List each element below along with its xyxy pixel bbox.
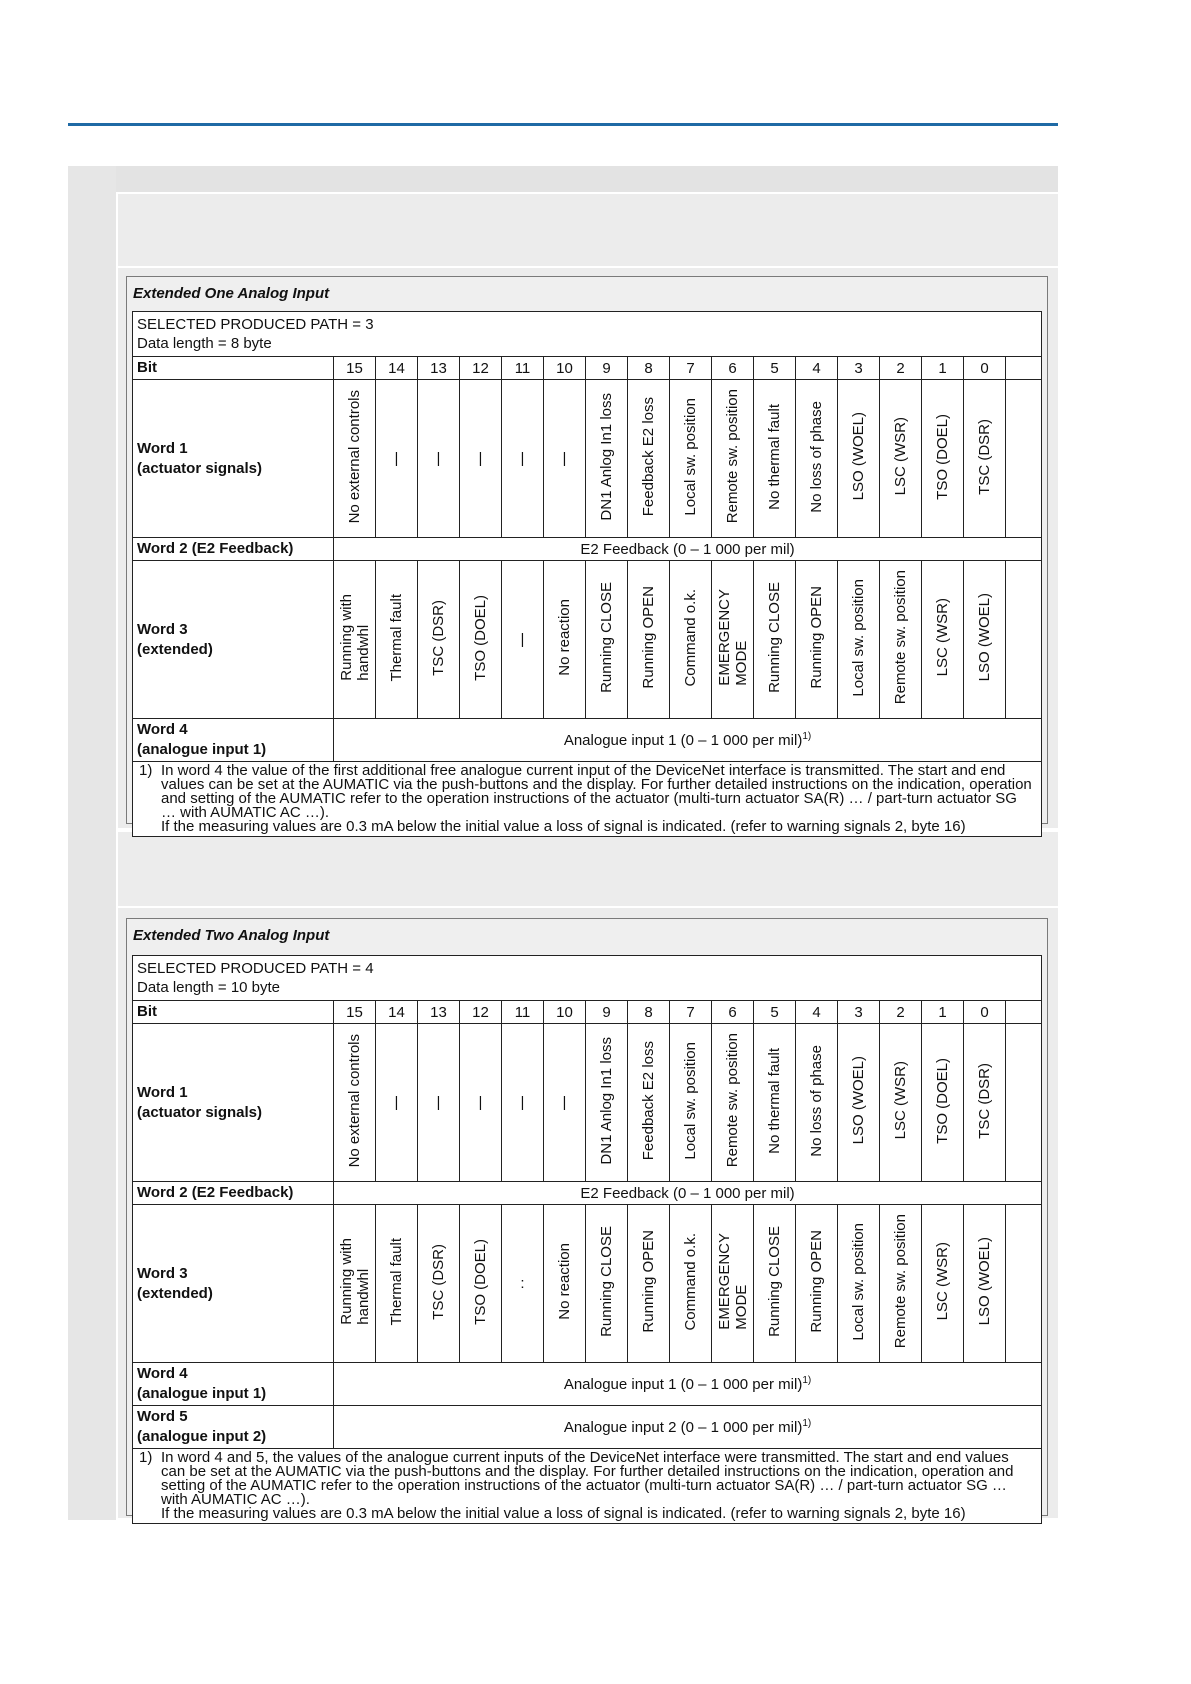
word1-bit-15: No external controls: [334, 1024, 376, 1182]
word3-bit-12: TSO (DOEL): [460, 561, 502, 719]
table1-word4-value: Analogue input 1 (0 – 1 000 per mil): [563, 732, 803, 749]
table2-word5-label: Word 5 (analogue input 2): [133, 1406, 334, 1449]
word3-bit-7: Command o.k.: [670, 1205, 712, 1363]
word1-bit-11: |: [502, 380, 544, 538]
word3-bit-13: TSC (DSR): [418, 561, 460, 719]
bit-number: 0: [964, 1001, 1006, 1024]
table1-note-text: In word 4 the value of the first additional free analogue current input of the DeviceNet interface is transmitted. The start and end values can be set at the AUMATIC via the push-buttons and the display. For further detailed instructions on the indication, operation and setting of the AUMATIC refer to the operation instructions of the actuator (multi-turn actuator SA(R) … / part-turn actuator SG … with AUMATIC AC …).: [161, 762, 1032, 821]
table2-sel-path: SELECTED PRODUCED PATH = 4: [137, 960, 374, 977]
word3-bit-2: Remote sw. position: [880, 1205, 922, 1363]
table2-title: Extended Two Analog Input: [133, 927, 330, 944]
table1-note-key: 1): [139, 762, 153, 779]
table2-word4-value: Analogue input 1 (0 – 1 000 per mil): [563, 1376, 803, 1393]
spare-cell: [1006, 1024, 1042, 1182]
bit-number: 14: [376, 1001, 418, 1024]
word3-bit-12: TSO (DOEL): [460, 1205, 502, 1363]
word1-bit-6: Remote sw. position: [712, 1024, 754, 1182]
table2-selected-path: [133, 956, 1042, 1001]
word3-bit-7: Command o.k.: [670, 561, 712, 719]
table2-word4-cell: [334, 1363, 1042, 1406]
bit-number: 3: [838, 1001, 880, 1024]
word1-bit-8: Feedback E2 loss: [628, 1024, 670, 1182]
word3-bit-8: Running OPEN: [628, 1205, 670, 1363]
bit-number: 5: [754, 1001, 796, 1024]
word1-bit-13: |: [418, 380, 460, 538]
bit-number: 0: [964, 357, 1006, 380]
word3-bit-8: Running OPEN: [628, 561, 670, 719]
table1-word2-value: E2 Feedback (0 – 1 000 per mil): [334, 538, 1042, 561]
table1-sel-path: SELECTED PRODUCED PATH = 3: [137, 316, 374, 333]
word1-bit-1: TSO (DOEL): [922, 380, 964, 538]
bit-number: 13: [418, 1001, 460, 1024]
word3-bit-6: EMERGENCY MODE: [712, 1205, 754, 1363]
word1-bit-0: TSC (DSR): [964, 380, 1006, 538]
bit-number: 8: [628, 357, 670, 380]
word1-bit-10: |: [544, 380, 586, 538]
section-row-2: [118, 832, 1058, 906]
table2-note-text2: If the measuring values are 0.3 mA below the initial value a loss of signal is indicated. (refer to warning signals 2, byte 16): [161, 1505, 966, 1522]
table2-word4-label: Word 4 (analogue input 1): [133, 1363, 334, 1406]
word3-bit-5: Running CLOSE: [754, 1205, 796, 1363]
spare-cell: [1006, 380, 1042, 538]
bit-number: 11: [502, 1001, 544, 1024]
word3-bit-14: Thermal fault: [376, 1205, 418, 1363]
word3-bit-11: :: [502, 1205, 544, 1363]
bit-number: 3: [838, 357, 880, 380]
bit-number: 4: [796, 357, 838, 380]
table-header-band: [68, 166, 1058, 192]
word1-bit-14: |: [376, 380, 418, 538]
header-rule: [68, 123, 1058, 126]
table2-note-text: In word 4 and 5, the values of the analogue current inputs of the DeviceNet interface were transmitted. The start and end values can be set at the AUMATIC via the push-buttons and the display. For further detailed instructions on the indication, operation and setting of the AUMATIC refer to the operation instructions of the actuator (multi-turn actuator SA(R) … / part-turn actuator SG … with AUMATIC AC …).: [161, 1449, 1014, 1508]
bit-number: 2: [880, 1001, 922, 1024]
table1-bit-label: Bit: [133, 357, 334, 380]
word3-bit-9: Running CLOSE: [586, 1205, 628, 1363]
word1-bit-13: |: [418, 1024, 460, 1182]
word1-bit-12: |: [460, 380, 502, 538]
word1-bit-2: LSC (WSR): [880, 380, 922, 538]
word3-bit-15: Running with handwhl: [334, 561, 376, 719]
word3-bit-4: Running OPEN: [796, 561, 838, 719]
table2-word2-value: E2 Feedback (0 – 1 000 per mil): [334, 1182, 1042, 1205]
bit-number: 4: [796, 1001, 838, 1024]
word1-bit-6: Remote sw. position: [712, 380, 754, 538]
word3-bit-6: EMERGENCY MODE: [712, 561, 754, 719]
word1-bit-3: LSO (WOEL): [838, 380, 880, 538]
word3-bit-5: Running CLOSE: [754, 561, 796, 719]
table2-word1-label: Word 1 (actuator signals): [133, 1024, 334, 1182]
table2-word2-label: Word 2 (E2 Feedback): [133, 1182, 334, 1205]
word1-bit-15: No external controls: [334, 380, 376, 538]
word3-bit-15: Running with handwhl: [334, 1205, 376, 1363]
table1-title: Extended One Analog Input: [133, 285, 330, 302]
bit-number: 8: [628, 1001, 670, 1024]
word3-bit-4: Running OPEN: [796, 1205, 838, 1363]
section-row-1: [118, 194, 1058, 266]
table2-note-key: 1): [139, 1449, 153, 1466]
word3-bit-0: LSO (WOEL): [964, 1205, 1006, 1363]
spare-cell: [1006, 561, 1042, 719]
word1-bit-11: |: [502, 1024, 544, 1182]
table2-word4-footnote-ref: 1): [802, 1375, 812, 1386]
table1: [132, 311, 1042, 837]
bit-number: 10: [544, 1001, 586, 1024]
table2: [132, 955, 1042, 1524]
word1-bit-9: DN1 Anlog In1 loss: [586, 1024, 628, 1182]
word1-bit-12: |: [460, 1024, 502, 1182]
table1-note-text2: If the measuring values are 0.3 mA below the initial value a loss of signal is indicated. (refer to warning signals 2, byte 16): [161, 818, 966, 835]
word3-bit-3: Local sw. position: [838, 561, 880, 719]
bit-number: 7: [670, 357, 712, 380]
word3-bit-11: |: [502, 561, 544, 719]
spare-cell: [1006, 1205, 1042, 1363]
word1-bit-8: Feedback E2 loss: [628, 380, 670, 538]
table2-word5-cell: [334, 1406, 1042, 1449]
table1-footnote: [133, 762, 1042, 837]
word3-bit-1: LSC (WSR): [922, 1205, 964, 1363]
word1-bit-9: DN1 Anlog In1 loss: [586, 380, 628, 538]
bit-number: 11: [502, 357, 544, 380]
word3-bit-14: Thermal fault: [376, 561, 418, 719]
spare-cell: [1006, 357, 1042, 380]
table1-word4-cell: [334, 719, 1042, 762]
bit-number: 14: [376, 357, 418, 380]
table1-selected-path: [133, 312, 1042, 357]
bit-number: 12: [460, 1001, 502, 1024]
table2-word3-label: Word 3 (extended): [133, 1205, 334, 1363]
table1-word3-label: Word 3 (extended): [133, 561, 334, 719]
word3-bit-13: TSC (DSR): [418, 1205, 460, 1363]
bit-number: 5: [754, 357, 796, 380]
bit-number: 1: [922, 1001, 964, 1024]
bit-number: 6: [712, 357, 754, 380]
table1-word4-label: Word 4 (analogue input 1): [133, 719, 334, 762]
word1-bit-10: |: [544, 1024, 586, 1182]
word1-bit-4: No loss of phase: [796, 380, 838, 538]
table2-word5-footnote-ref: 1): [802, 1418, 812, 1429]
bit-number: 15: [334, 357, 376, 380]
bit-number: 6: [712, 1001, 754, 1024]
word1-bit-0: TSC (DSR): [964, 1024, 1006, 1182]
word3-bit-9: Running CLOSE: [586, 561, 628, 719]
bit-number: 7: [670, 1001, 712, 1024]
word3-bit-10: No reaction: [544, 561, 586, 719]
word3-bit-3: Local sw. position: [838, 1205, 880, 1363]
bit-number: 9: [586, 1001, 628, 1024]
bit-number: 13: [418, 357, 460, 380]
word3-bit-0: LSO (WOEL): [964, 561, 1006, 719]
bit-number: 9: [586, 357, 628, 380]
word3-bit-1: LSC (WSR): [922, 561, 964, 719]
bit-number: 10: [544, 357, 586, 380]
word1-bit-2: LSC (WSR): [880, 1024, 922, 1182]
word1-bit-4: No loss of phase: [796, 1024, 838, 1182]
word1-bit-3: LSO (WOEL): [838, 1024, 880, 1182]
bit-number: 15: [334, 1001, 376, 1024]
word1-bit-1: TSO (DOEL): [922, 1024, 964, 1182]
table1-word1-label: Word 1 (actuator signals): [133, 380, 334, 538]
bit-number: 1: [922, 357, 964, 380]
bit-number: 12: [460, 357, 502, 380]
table2-word5-value: Analogue input 2 (0 – 1 000 per mil): [563, 1419, 803, 1436]
word1-bit-7: Local sw. position: [670, 380, 712, 538]
table2-bit-label: Bit: [133, 1001, 334, 1024]
word1-bit-5: No thermal fault: [754, 1024, 796, 1182]
word3-bit-2: Remote sw. position: [880, 561, 922, 719]
table1-word2-label: Word 2 (E2 Feedback): [133, 538, 334, 561]
word1-bit-7: Local sw. position: [670, 1024, 712, 1182]
spare-cell: [1006, 1001, 1042, 1024]
word3-bit-10: No reaction: [544, 1205, 586, 1363]
table2-data-length: Data length = 10 byte: [137, 979, 281, 996]
word1-bit-5: No thermal fault: [754, 380, 796, 538]
bit-number: 2: [880, 357, 922, 380]
table2-footnote: [133, 1449, 1042, 1524]
table1-data-length: Data length = 8 byte: [137, 335, 272, 352]
left-column-shade: [68, 166, 116, 1520]
word1-bit-14: |: [376, 1024, 418, 1182]
table1-word4-footnote-ref: 1): [802, 731, 812, 742]
